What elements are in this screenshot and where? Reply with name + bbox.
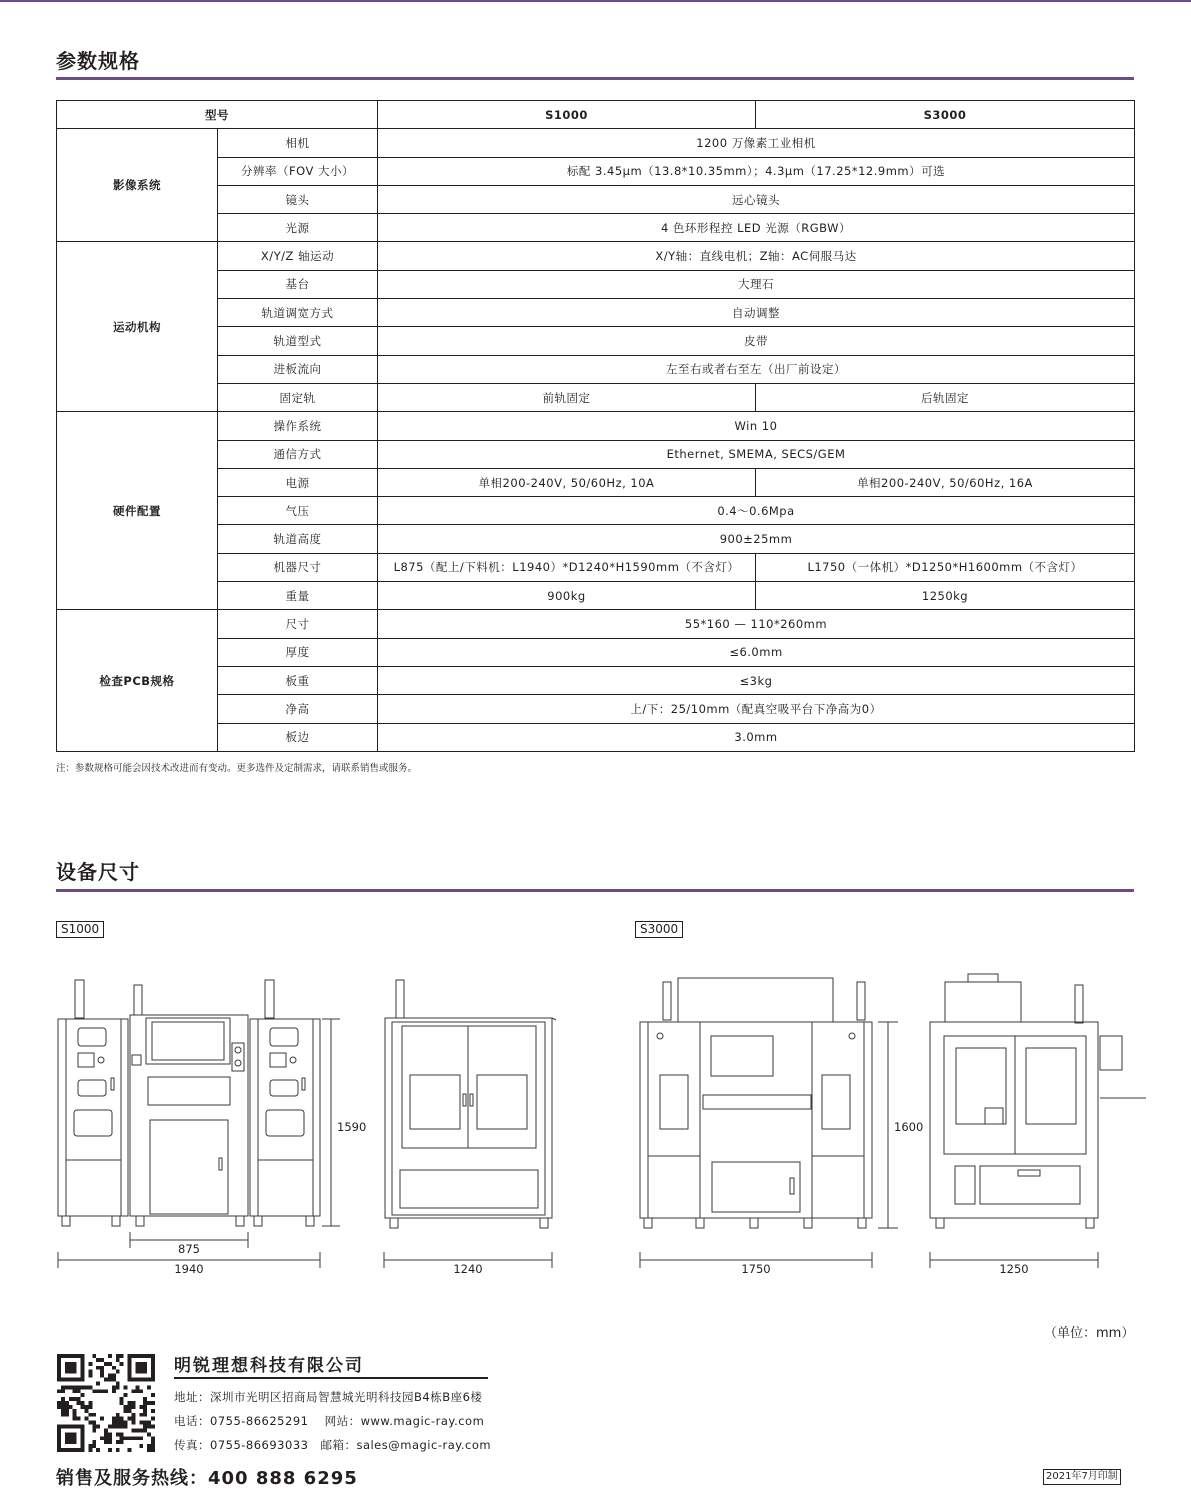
spec-label: 通信方式 <box>218 440 378 468</box>
spec-label: 净高 <box>218 695 378 723</box>
spec-value-s1000: 单相200-240V, 50/60Hz, 10A <box>378 468 756 496</box>
spec-value: 1200 万像素工业相机 <box>378 129 1135 157</box>
spec-label: 板重 <box>218 666 378 694</box>
spec-label: X/Y/Z 轴运动 <box>218 242 378 270</box>
spec-label: 相机 <box>218 129 378 157</box>
s1000-front-drawing <box>58 980 340 1268</box>
company-rule <box>174 1377 488 1379</box>
spec-label: 固定轨 <box>218 383 378 411</box>
s1000-height-label: 1590 <box>337 1120 367 1134</box>
spec-value-s1000: 900kg <box>378 582 756 610</box>
spec-value: 自动调整 <box>378 299 1135 327</box>
spec-label: 光源 <box>218 214 378 242</box>
spec-value: 900±25mm <box>378 525 1135 553</box>
spec-label: 机器尺寸 <box>218 553 378 581</box>
service-hotline: 销售及服务热线：400 888 6295 <box>56 1468 358 1489</box>
spec-group-name: 运动机构 <box>57 242 218 412</box>
spec-value-s1000: L875（配上/下料机：L1940）*D1240*H1590mm（不含灯） <box>378 553 756 581</box>
spec-group-name: 硬件配置 <box>57 412 218 610</box>
qr-code <box>56 1354 156 1452</box>
spec-value-s3000: 后轨固定 <box>756 383 1135 411</box>
spec-value: Win 10 <box>378 412 1135 440</box>
spec-label: 气压 <box>218 497 378 525</box>
s1000-side-drawing <box>384 980 556 1268</box>
spec-value: 标配 3.45μm（13.8*10.35mm）；4.3μm（17.25*12.9mm）可选 <box>378 157 1135 185</box>
s3000-height-label: 1600 <box>894 1120 924 1134</box>
spec-label: 轨道型式 <box>218 327 378 355</box>
spec-value: ≤6.0mm <box>378 638 1135 666</box>
dimensions-section-title: 设备尺寸 <box>56 860 140 884</box>
spec-label: 镜头 <box>218 185 378 213</box>
spec-value: X/Y轴：直线电机；Z轴：AC伺服马达 <box>378 242 1135 270</box>
spec-value: 上/下：25/10mm（配真空吸平台下净高为0） <box>378 695 1135 723</box>
company-phone-web: 电话：0755-86625291 网站：www.magic-ray.com <box>174 1414 485 1428</box>
spec-label: 操作系统 <box>218 412 378 440</box>
s1000-body-width-label: 875 <box>178 1242 200 1256</box>
s1000-model-label: S1000 <box>56 921 104 938</box>
spec-label: 厚度 <box>218 638 378 666</box>
company-name: 明锐理想科技有限公司 <box>174 1356 364 1376</box>
spec-label: 重量 <box>218 582 378 610</box>
s3000-side-drawing <box>930 974 1146 1268</box>
spec-value: 远心镜头 <box>378 185 1135 213</box>
spec-label: 轨道调宽方式 <box>218 299 378 327</box>
header-model: 型号 <box>57 101 378 129</box>
spec-group-name: 检查PCB规格 <box>57 610 218 751</box>
company-fax-mail: 传真：0755-86693033 邮箱：sales@magic-ray.com <box>174 1438 492 1452</box>
s1000-depth-label: 1240 <box>453 1262 483 1276</box>
spec-value: Ethernet, SMEMA, SECS/GEM <box>378 440 1135 468</box>
spec-value: 0.4～0.6Mpa <box>378 497 1135 525</box>
spec-value-s3000: L1750（一体机）*D1250*H1600mm（不含灯） <box>756 553 1135 581</box>
spec-label: 电源 <box>218 468 378 496</box>
spec-value: 左至右或者右至左（出厂前设定） <box>378 355 1135 383</box>
print-date: 2021年7月印制 <box>1043 1469 1121 1485</box>
spec-value-s1000: 前轨固定 <box>378 383 756 411</box>
spec-label: 基台 <box>218 270 378 298</box>
spec-group-name: 影像系统 <box>57 129 218 242</box>
s3000-model-label: S3000 <box>635 921 683 938</box>
spec-label: 轨道高度 <box>218 525 378 553</box>
spec-value: ≤3kg <box>378 666 1135 694</box>
s1000-total-width-label: 1940 <box>174 1262 204 1276</box>
spec-value: 55*160 — 110*260mm <box>378 610 1135 638</box>
spec-note: 注：参数规格可能会因技术改进而有变动。更多选件及定制需求，请联系销售或服务。 <box>56 763 418 774</box>
header-s1000: S1000 <box>378 101 756 129</box>
spec-value: 4 色环形程控 LED 光源（RGBW） <box>378 214 1135 242</box>
spec-value-s3000: 1250kg <box>756 582 1135 610</box>
spec-section-title: 参数规格 <box>56 49 140 73</box>
s3000-front-drawing <box>640 978 898 1268</box>
spec-value: 大理石 <box>378 270 1135 298</box>
header-s3000: S3000 <box>756 101 1135 129</box>
s3000-width-label: 1750 <box>741 1262 771 1276</box>
spec-label: 进板流向 <box>218 355 378 383</box>
spec-label: 分辨率（FOV 大小） <box>218 157 378 185</box>
s3000-depth-label: 1250 <box>999 1262 1029 1276</box>
spec-label: 板边 <box>218 723 378 751</box>
spec-value-s3000: 单相200-240V, 50/60Hz, 16A <box>756 468 1135 496</box>
spec-label: 尺寸 <box>218 610 378 638</box>
company-address: 地址：深圳市光明区招商局智慧城光明科技园B4栋B座6楼 <box>174 1390 483 1404</box>
unit-label: （单位：mm） <box>1044 1326 1135 1341</box>
spec-value: 皮带 <box>378 327 1135 355</box>
spec-value: 3.0mm <box>378 723 1135 751</box>
